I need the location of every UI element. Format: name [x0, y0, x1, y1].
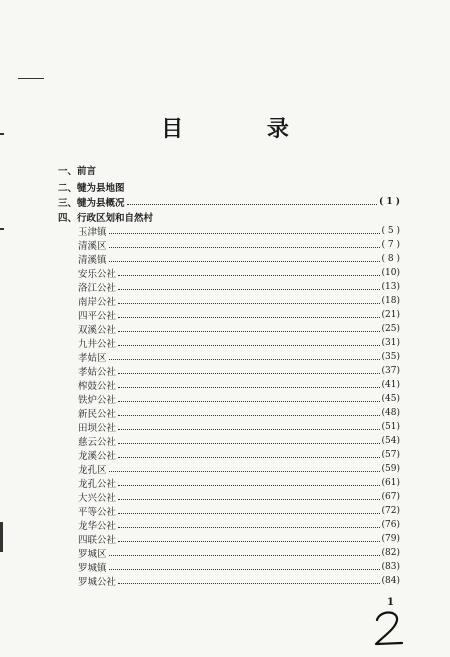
- section-entry: [58, 195, 400, 208]
- dot-leader: [109, 471, 380, 472]
- section-heading: 四、行政区划和自然村: [58, 213, 154, 224]
- entry-name: 田坝公社: [78, 422, 117, 434]
- dot-leader: [118, 429, 380, 430]
- toc-entry: [78, 560, 400, 573]
- toc-entry: [78, 322, 400, 335]
- page-ref: (41): [381, 379, 400, 390]
- page-ref: (31): [381, 337, 400, 348]
- entry-name: 龙溪公社: [78, 450, 117, 462]
- entry-name: 罗城区: [78, 548, 107, 560]
- page-ref: (37): [381, 365, 400, 376]
- dot-leader: [118, 289, 380, 290]
- dot-leader: [118, 527, 380, 528]
- dot-leader: [118, 415, 380, 416]
- entry-name: 慈云公社: [78, 436, 117, 448]
- entry-name: 新民公社: [78, 408, 117, 420]
- dot-leader: [118, 373, 380, 374]
- toc-entry: [78, 308, 400, 321]
- page-ref: (35): [381, 351, 400, 362]
- page-ref: (18): [381, 295, 400, 306]
- page-ref: (59): [381, 463, 400, 474]
- entry-name: 大兴公社: [78, 492, 117, 504]
- entry-name: 安乐公社: [78, 268, 117, 280]
- dot-leader: [118, 541, 380, 542]
- page-ref: (76): [381, 519, 400, 530]
- section-heading: 一、前言: [58, 166, 97, 177]
- page-ref: (51): [381, 421, 400, 432]
- dot-leader: [118, 317, 380, 318]
- entry-name: 清溪镇: [78, 254, 107, 266]
- entry-name: 龙孔区: [78, 464, 107, 476]
- toc-entry: [78, 392, 400, 405]
- dot-leader: [118, 331, 380, 332]
- toc-entry: [78, 406, 400, 419]
- toc-entry: [78, 280, 400, 293]
- section-label: 三、犍为县概况: [58, 197, 125, 209]
- handwritten-number: [372, 608, 406, 648]
- dot-leader: [118, 401, 380, 402]
- entry-name: 平等公社: [78, 506, 117, 518]
- toc-entry: [78, 574, 400, 587]
- toc-entry: [78, 434, 400, 447]
- dot-leader: [118, 457, 380, 458]
- toc-entry: [78, 336, 400, 349]
- dot-leader: [109, 569, 380, 570]
- page-ref: (84): [381, 575, 400, 586]
- dot-leader: [118, 485, 380, 486]
- page-ref: ( 1 ): [378, 196, 400, 207]
- dot-leader: [118, 583, 380, 584]
- page-ref: (48): [381, 407, 400, 418]
- dot-leader: [118, 387, 380, 388]
- toc-entry: [78, 238, 400, 251]
- entry-name: 榨鼓公社: [78, 380, 117, 392]
- toc-entry: [78, 252, 400, 265]
- toc-entry: [78, 378, 400, 391]
- entry-name: 铁炉公社: [78, 394, 117, 406]
- scan-mark-left-3: [0, 522, 3, 552]
- page-ref: (13): [381, 281, 400, 292]
- page-ref: (10): [381, 267, 400, 278]
- toc-entry: [78, 224, 400, 237]
- toc-entry: [78, 420, 400, 433]
- entry-name: 南岸公社: [78, 296, 117, 308]
- toc-entry: [78, 504, 400, 517]
- page-ref: (45): [381, 393, 400, 404]
- toc-entry: [78, 490, 400, 503]
- entry-name: 四联公社: [78, 534, 117, 546]
- dot-leader: [118, 345, 380, 346]
- page-ref: (54): [381, 435, 400, 446]
- scan-mark-left-2: [0, 228, 4, 230]
- dot-leader: [127, 204, 377, 205]
- dot-leader: [109, 247, 380, 248]
- page-ref: (72): [381, 505, 400, 516]
- dot-leader: [118, 303, 380, 304]
- entry-name: 四平公社: [78, 310, 117, 322]
- dot-leader: [118, 513, 380, 514]
- page-ref: (61): [381, 477, 400, 488]
- entry-name: 孝姑公社: [78, 366, 117, 378]
- toc-entry: [78, 462, 400, 475]
- toc-entry: [78, 364, 400, 377]
- page-ref: ( 7 ): [381, 239, 400, 250]
- toc-entry: [78, 518, 400, 531]
- page-ref: ( 8 ): [381, 253, 400, 264]
- page-title: 目 录: [161, 116, 327, 142]
- dot-leader: [118, 443, 380, 444]
- toc-entry: [78, 266, 400, 279]
- dot-leader: [109, 359, 380, 360]
- page-ref: (67): [381, 491, 400, 502]
- toc-entry: [78, 294, 400, 307]
- scan-mark-top-left: [18, 78, 44, 79]
- section-heading: 二、犍为县地图: [58, 183, 125, 194]
- entry-name: 双溪公社: [78, 324, 117, 336]
- entry-name: 龙孔公社: [78, 478, 117, 490]
- dot-leader: [118, 499, 380, 500]
- page-ref: (25): [381, 323, 400, 334]
- dot-leader: [109, 233, 380, 234]
- dot-leader: [109, 261, 380, 262]
- dot-leader: [118, 275, 380, 276]
- page-ref: (79): [381, 533, 400, 544]
- entry-name: 罗城公社: [78, 576, 117, 588]
- entry-name: 洛江公社: [78, 282, 117, 294]
- toc-entry: [78, 350, 400, 363]
- dot-leader: [109, 555, 380, 556]
- toc-entry: [78, 546, 400, 559]
- entry-name: 九井公社: [78, 338, 117, 350]
- entry-name: 罗城镇: [78, 562, 107, 574]
- entry-name: 龙华公社: [78, 520, 117, 532]
- page-ref: ( 5 ): [381, 225, 400, 236]
- toc-entry: [78, 476, 400, 489]
- toc-entry: [78, 448, 400, 461]
- entry-name: 孝姑区: [78, 352, 107, 364]
- page-ref: (83): [381, 561, 400, 572]
- page-number: 1: [387, 597, 394, 608]
- page-ref: (21): [381, 309, 400, 320]
- entry-name: 玉津镇: [78, 226, 107, 238]
- page-ref: (82): [381, 547, 400, 558]
- entry-name: 清溪区: [78, 240, 107, 252]
- page-ref: (57): [381, 449, 400, 460]
- toc-entry: [78, 532, 400, 545]
